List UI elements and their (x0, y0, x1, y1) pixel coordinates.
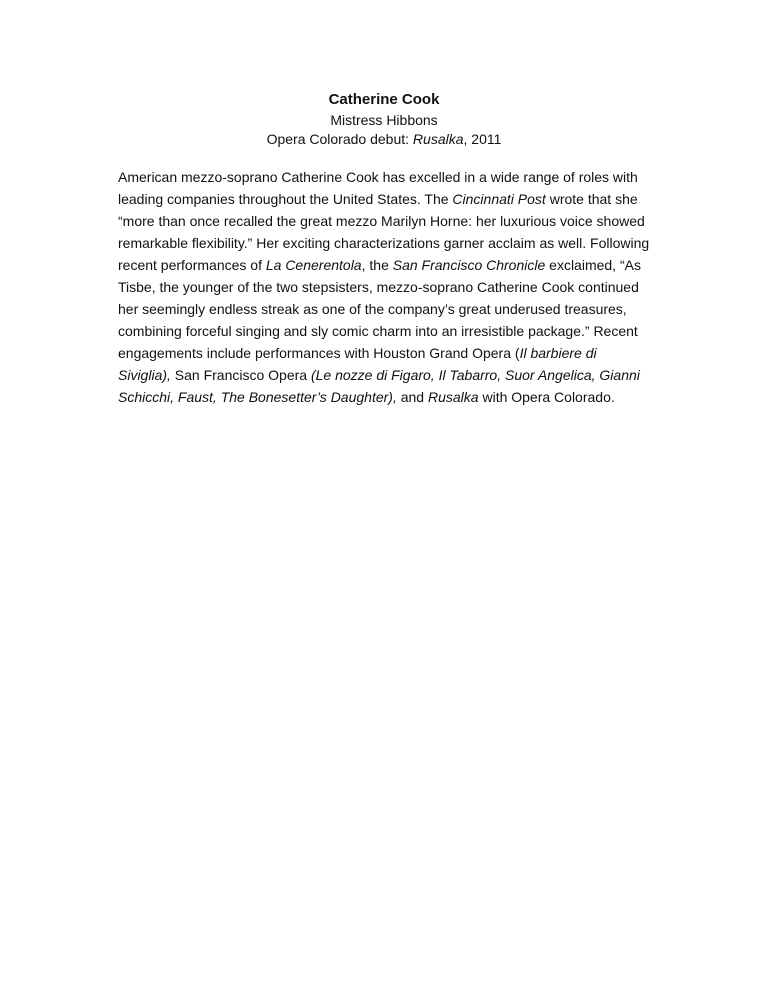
bio-text: American mezzo-soprano Catherine Cook has excelled in a wide range of roles with leading companies throughout the United States. The (118, 169, 638, 207)
debut-line (118, 130, 650, 149)
bio-publication: Cincinnati Post (452, 191, 546, 207)
bio-text: and (396, 389, 428, 405)
role-title: Mistress Hibbons (330, 112, 438, 128)
debut-year: , 2011 (463, 131, 502, 147)
bio-text: San Francisco Opera (170, 367, 311, 383)
bio-opera-title: Il barbiere di Siviglia), (118, 345, 597, 383)
debut-prefix: Opera Colorado debut: (266, 131, 413, 147)
bio-opera-titles: (Le nozze di Figaro, Il Tabarro, Suor Angelica, Gianni Schicchi, Faust, The Bonesetter’s Daughter), (118, 367, 640, 405)
bio-text: exclaimed, “As Tisbe, the younger of the two stepsisters, mezzo-soprano Catherine Cook continued her seemingly endless streak as one of the company’s great underused treasures, combining forceful singing and sly comic charm into an irresistible package.” Recent engagements include performances with Houston Grand Opera ( (118, 257, 641, 361)
bio-opera-title: Rusalka (427, 389, 479, 405)
bio-opera-title: La Cenerentola (265, 257, 362, 273)
bio-paragraph (118, 166, 650, 408)
bio-publication: San Francisco Chronicle (392, 257, 546, 273)
debut-work: Rusalka (412, 131, 464, 147)
bio-text: with Opera Colorado. (478, 389, 615, 405)
bio-text: , the (361, 257, 393, 273)
bio-text: wrote that she “more than once recalled the great mezzo Marilyn Horne: her luxurious voice showed remarkable flexibility.” Her exciting characterizations garner acclaim as well. Following recent performances of (118, 191, 650, 273)
bio-header (118, 90, 650, 149)
artist-name: Catherine Cook (328, 91, 440, 108)
